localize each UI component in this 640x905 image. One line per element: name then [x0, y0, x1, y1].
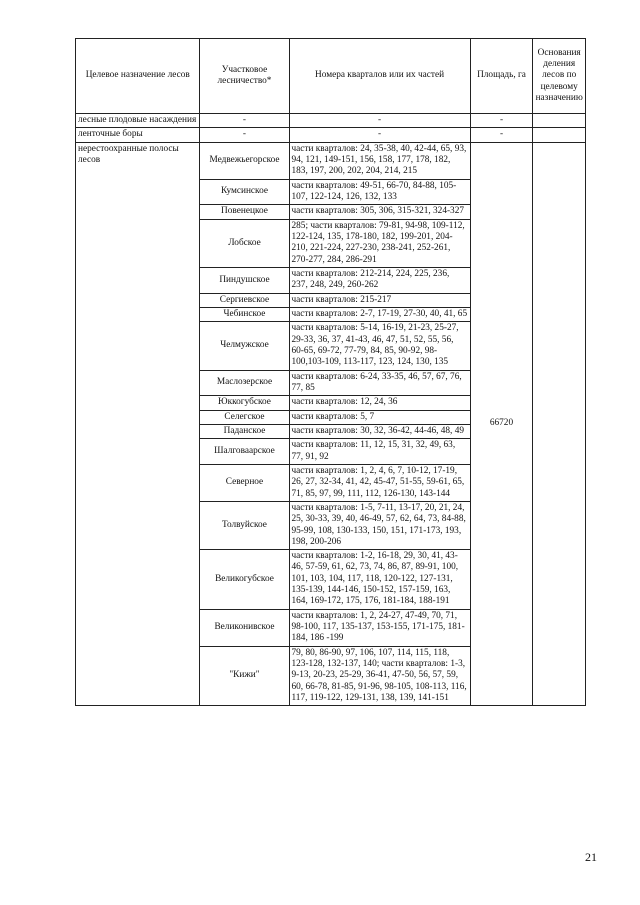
quarters-cell: части кварталов: 305, 306, 315-321, 324-327 [289, 205, 470, 219]
quarters-cell: части кварталов: 24, 35-38, 40, 42-44, 65, 93, 94, 121, 149-151, 156, 158, 177, 178, 182, 183, 197, 200, 202, 204, 214, 215 [289, 142, 470, 179]
page-number: 21 [585, 850, 597, 864]
quarters-cell: части кварталов: 1, 2, 24-27, 47-49, 70, 71, 98-100, 117, 135-137, 153-155, 171-175, 181-184, 186 -199 [289, 609, 470, 646]
forestry-cell: "Кижи" [200, 646, 289, 706]
forestry-cell: Паданское [200, 424, 289, 438]
forestry-cell: - [200, 114, 289, 128]
quarters-cell: части кварталов: 11, 12, 15, 31, 32, 49, 63, 77, 91, 92 [289, 439, 470, 465]
quarters-cell: части кварталов: 5, 7 [289, 410, 470, 424]
table-body [76, 114, 586, 706]
quarters-cell: части кварталов: 215-217 [289, 293, 470, 307]
quarters-cell: части кварталов: 49-51, 66-70, 84-88, 105-107, 122-124, 126, 132, 133 [289, 179, 470, 205]
table-row [76, 114, 586, 128]
header-purpose: Целевое назначение лесов [76, 39, 200, 114]
quarters-cell: части кварталов: 12, 24, 36 [289, 396, 470, 410]
area-cell: 66720 [470, 142, 533, 706]
area-cell: - [470, 114, 533, 128]
header-forestry: Участковое лесничество* [200, 39, 289, 114]
purpose-cell: нерестоохранные полосы лесов [76, 142, 200, 706]
forestry-cell: Медвежьегорское [200, 142, 289, 179]
quarters-cell: 79, 80, 86-90, 97, 106, 107, 114, 115, 118, 123-128, 132-137, 140; части кварталов: 1-3, 9-13, 20-23, 25-29, 36-41, 47-50, 56, 57, 59, 60, 66-78, 81-85, 91-96, 98-105, 108-113, 116, 117, 119-122, 129-131, 138, 139, 141-151 [289, 646, 470, 706]
forestry-cell: Маслозерское [200, 370, 289, 396]
quarters-cell: части кварталов: 5-14, 16-19, 21-23, 25-27, 29-33, 36, 37, 41-43, 46, 47, 51, 52, 55, 56, 60-65, 69-72, 77-79, 84, 85, 90-92, 98-100,103-109, 113-117, 123, 124, 130, 135 [289, 322, 470, 370]
table-row [76, 128, 586, 142]
quarters-cell: - [289, 128, 470, 142]
forestry-cell: Северное [200, 464, 289, 501]
quarters-cell: части кварталов: 1, 2, 4, 6, 7, 10-12, 17-19, 26, 27, 32-34, 41, 42, 45-47, 51-55, 59-61, 65, 71, 85, 97, 99, 111, 112, 126-130, 143-144 [289, 464, 470, 501]
forestry-cell: Пиндушское [200, 267, 289, 293]
quarters-cell: части кварталов: 1-2, 16-18, 29, 30, 41, 43-46, 57-59, 61, 62, 73, 74, 86, 87, 89-91, 100, 101, 103, 104, 117, 118, 120-122, 127-131, 135-139, 144-146, 150-152, 157-159, 163, 164, 169-172, 175, 176, 181-184, 188-191 [289, 550, 470, 610]
area-cell: - [470, 128, 533, 142]
quarters-cell: 285; части кварталов: 79-81, 94-98, 109-112, 122-124, 135, 178-180, 182, 199-201, 204-210, 221-224, 227-230, 238-241, 252-261, 270-277, 284, 286-291 [289, 219, 470, 267]
header-basis: Основания деления лесов по целевому назначению [533, 39, 586, 114]
forestry-cell: Повенецкое [200, 205, 289, 219]
forestry-cell: - [200, 128, 289, 142]
forestry-cell: Кумсинское [200, 179, 289, 205]
quarters-cell: - [289, 114, 470, 128]
forestry-cell: Лобское [200, 219, 289, 267]
forestry-cell: Сергиевское [200, 293, 289, 307]
table-row [76, 142, 586, 179]
quarters-cell: части кварталов: 212-214, 224, 225, 236, 237, 248, 249, 260-262 [289, 267, 470, 293]
forestry-cell: Юккогубское [200, 396, 289, 410]
quarters-cell: части кварталов: 30, 32, 36-42, 44-46, 48, 49 [289, 424, 470, 438]
purpose-cell: лесные плодовые насаждения [76, 114, 200, 128]
header-area: Площадь, га [470, 39, 533, 114]
forestry-cell: Селегское [200, 410, 289, 424]
quarters-cell: части кварталов: 6-24, 33-35, 46, 57, 67, 76, 77, 85 [289, 370, 470, 396]
table-header [76, 39, 586, 114]
forestry-cell: Чебинское [200, 307, 289, 321]
forestry-cell: Великонивское [200, 609, 289, 646]
quarters-cell: части кварталов: 2-7, 17-19, 27-30, 40, 41, 65 [289, 307, 470, 321]
forestry-cell: Великогубское [200, 550, 289, 610]
quarters-cell: части кварталов: 1-5, 7-11, 13-17, 20, 21, 24, 25, 30-33, 39, 40, 46-49, 57, 62, 64, 73, 84-88, 95-99, 108, 130-133, 150, 151, 171-173, 193, 198, 200-206 [289, 501, 470, 549]
forest-purpose-table [75, 38, 586, 706]
forestry-cell: Шалговаарское [200, 439, 289, 465]
basis-cell [533, 114, 586, 128]
forestry-cell: Толвуйское [200, 501, 289, 549]
purpose-cell: ленточные боры [76, 128, 200, 142]
forestry-cell: Челмужское [200, 322, 289, 370]
header-quarters: Номера кварталов или их частей [289, 39, 470, 114]
basis-cell [533, 142, 586, 706]
basis-cell [533, 128, 586, 142]
